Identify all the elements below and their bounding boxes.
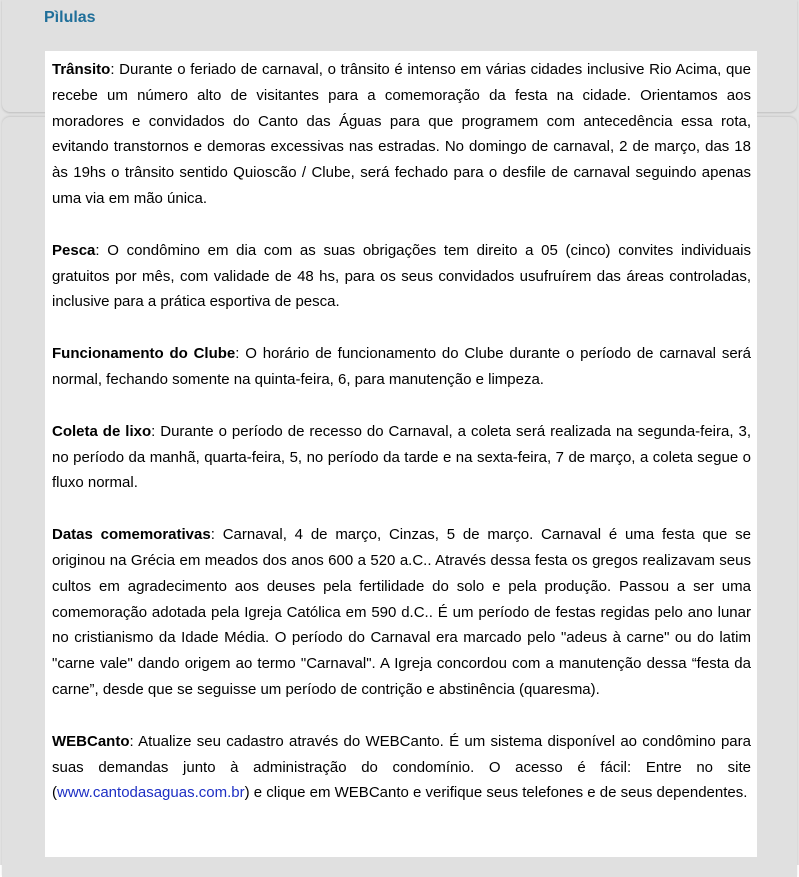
news-item-text: : Atualize seu cadastro através do WEBCanto. É um sistema disponível ao condômino para suas demandas junto à administração do condomínio. O acesso é fácil: Entre no site (: [52, 732, 751, 802]
news-item-coleta-lixo: [52, 419, 751, 496]
news-item-webcanto: [52, 729, 751, 806]
news-item-text: ) e clique em WEBCanto e verifique seus telefones e de seus dependentes.: [244, 784, 748, 802]
news-item-pesca: [52, 238, 751, 315]
news-item-label: Datas comemorativas: [52, 526, 211, 544]
news-item-label: Coleta de lixo: [52, 422, 152, 440]
site-link[interactable]: www.cantodasaguas.com.br: [57, 784, 245, 802]
news-item-funcionamento-clube: [52, 341, 751, 393]
news-item-datas-comemorativas: [52, 522, 751, 703]
news-item-text: : Carnaval, 4 de março, Cinzas, 5 de março. Carnaval é uma festa que se originou na Grécia em meados dos anos 600 a 520 a.C.. Através dessa festa os gregos realizavam seus cultos em agradecimento aos deuses pela fertilidade do solo e pela produção. Passou a ser uma comemoração adotada pela Igreja Católica em 590 d.C.. É um período de festas regidas pelo ano lunar no cristianismo da Idade Média. O período do Carnaval era marcado pelo "adeus à carne" ou do latim "carne vale" dando origem ao termo "Carnaval". A Igreja concordou com a manutenção dessa “festa da carne”, desde que se seguisse um período de contrição e abstinência (quaresma).: [52, 526, 752, 698]
news-item-label: Trânsito: [52, 61, 111, 78]
news-item-transito: [52, 57, 751, 212]
news-item-label: Pesca: [52, 241, 96, 259]
news-item-text: : Durante o feriado de carnaval, o trânsito é intenso em várias cidades inclusive Rio Acima, que recebe um número alto de visitantes para a comemoração da festa na cidade. Orientamos aos moradores e convidados do Canto das Águas para que programem com antecedência essa rota, evitando transtornos e demoras excessivas nas estradas. No domingo de carnaval, 2 de março, das 18 às 19hs o trânsito sentido Quioscão / Clube, será fechado para o desfile de carnaval seguindo apenas uma via em mão única.: [52, 61, 751, 207]
news-item-text: : O horário de funcionamento do Clube durante o período de carnaval será normal, fechando somente na quinta-feira, 6, para manutenção e limpeza.: [52, 345, 751, 388]
news-item-text: : Durante o período de recesso do Carnaval, a coleta será realizada na segunda-feira, 3, no período da manhã, quarta-feira, 5, no período da tarde e na sexta-feira, 7 de março, a coleta segue o fluxo normal.: [52, 422, 751, 492]
news-item-label: WEBCanto: [52, 732, 130, 750]
section-title: Pìlulas: [44, 9, 96, 26]
news-item-text: : O condômino em dia com as suas obrigações tem direito a 05 (cinco) convites individuais gratuitos por mês, com validade de 48 hs, para os seus convidados usufruírem das áreas controladas, inclusive para a prática esportiva de pesca.: [52, 241, 751, 311]
news-item-label: Funcionamento do Clube: [52, 345, 236, 363]
pilulas-content: [45, 51, 757, 857]
